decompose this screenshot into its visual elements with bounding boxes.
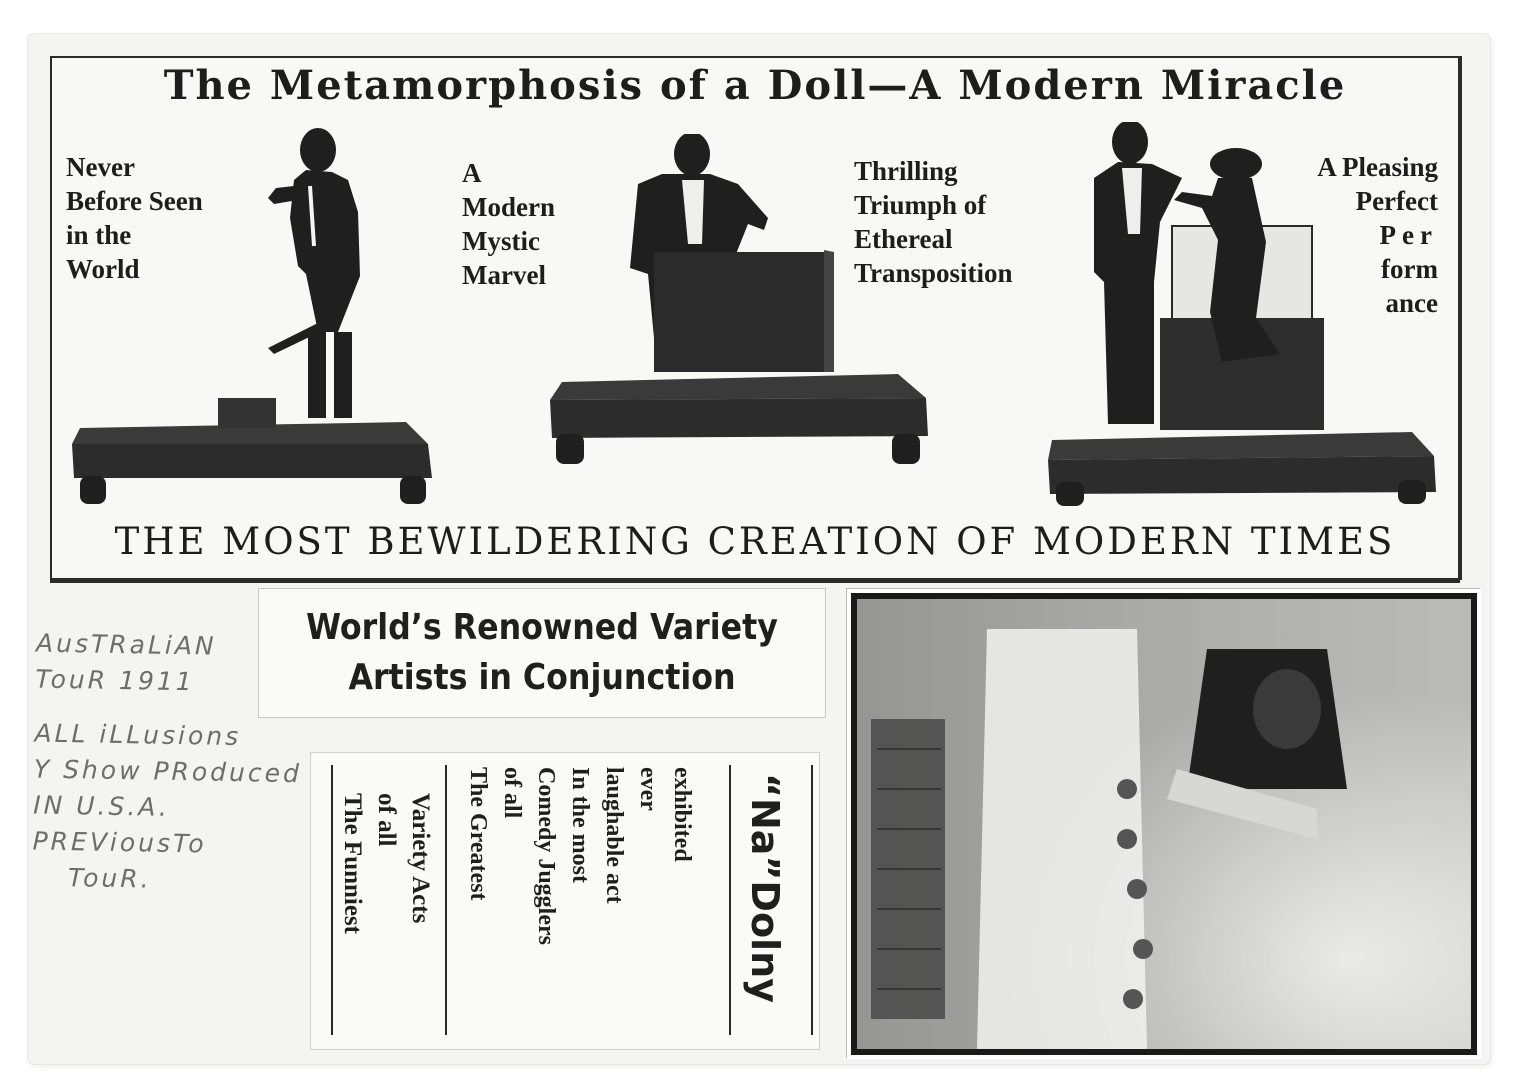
clipping-right-rule [1458, 56, 1462, 580]
greatest-jugglers-text: exhibited ever laughable act In the most Comedy Jugglers of all The Greatest [465, 767, 695, 945]
metamorphosis-clipping [50, 56, 1460, 580]
column-rule [445, 765, 447, 1035]
column-rule [811, 765, 813, 1035]
renowned-line-2: Artists in Conjunction [348, 657, 736, 698]
funniest-text: Variety Acts of all The Funniest [339, 793, 434, 935]
caption-pleasing-performance: A Pleasing Perfect Per form ance [1317, 152, 1438, 318]
clipping-title: The Metamorphosis of a Doll—A Modern Miracle [163, 62, 1347, 109]
renowned-line-1: World’s Renowned Variety [306, 607, 778, 648]
column-rule [729, 765, 731, 1035]
renowned-artists-clipping [258, 588, 826, 718]
na-dolny-name: “Na”Dolny [743, 773, 787, 1003]
stage-one-illustration [62, 126, 442, 508]
column-rule [331, 765, 333, 1035]
clipping-bottom-rule [50, 579, 1460, 583]
juggler-photograph [846, 588, 1480, 1058]
caption-modern-mystic-marvel: A Modern Mystic Marvel [462, 158, 555, 290]
stage-two-illustration [542, 134, 932, 506]
caption-never-before-seen: Never Before Seen in the World [66, 152, 203, 284]
caption-thrilling-triumph: Thrilling Triumph of Ethereal Transposition [854, 156, 1013, 288]
stage-three-illustration [1042, 122, 1442, 508]
photo-image [847, 589, 1481, 1059]
bottom-caption: THE MOST BEWILDERING CREATION OF MODERN TIMES [114, 520, 1396, 563]
na-dolny-clipping [310, 752, 820, 1050]
handwritten-note: AusTRaLiAN TouR 1911 ALL iLLusions Y Show PRoduced IN U.S.A. PREViousTo TouR. [32, 628, 303, 894]
